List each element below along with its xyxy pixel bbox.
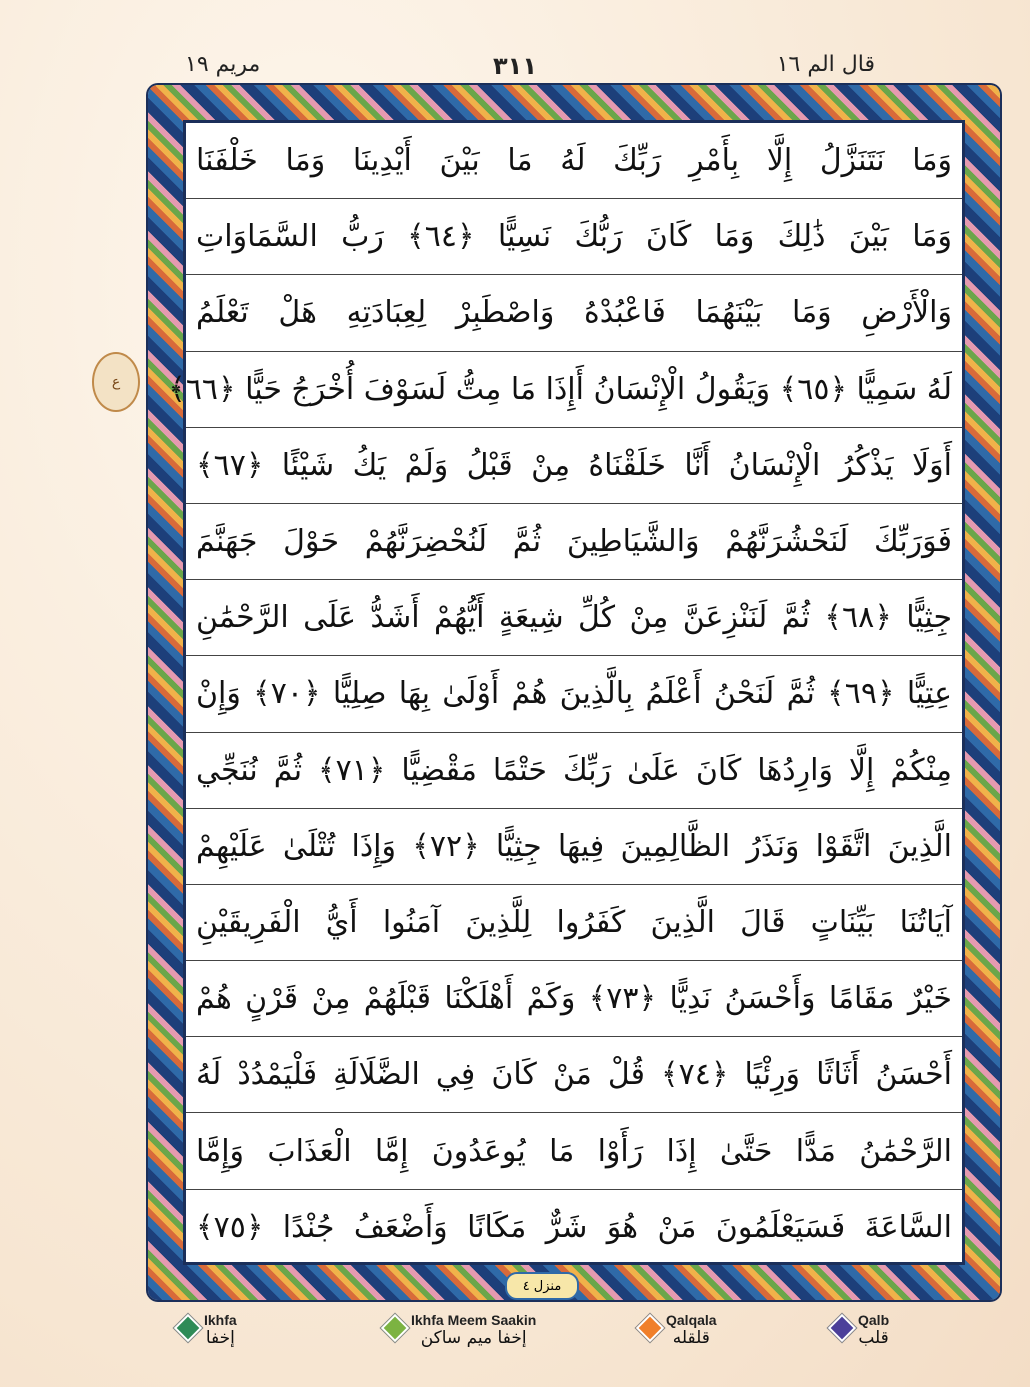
verse-line bbox=[186, 809, 962, 885]
verse-text: السَّاعَةَ فَسَيَعْلَمُونَ مَنْ هُوَ شَرٌّ مَكَانًا وَأَضْعَفُ جُنْدًا ﴿٧٥﴾ bbox=[196, 1210, 952, 1246]
verse-line bbox=[168, 352, 962, 428]
verse-text: خَيْرٌ مَقَامًا وَأَحْسَنُ نَدِيًّا ﴿٧٣﴾ وَكَمْ أَهْلَكْنَا قَبْلَهُمْ مِنْ قَرْنٍ هُمْ bbox=[196, 981, 952, 1017]
verse-line bbox=[186, 123, 962, 199]
verse-line bbox=[186, 656, 962, 732]
manzil-marker: منزل ٤ bbox=[505, 1272, 579, 1300]
juz-name: قال الم ١٦ bbox=[776, 52, 875, 77]
verse-line bbox=[186, 428, 962, 504]
legend-arabic: إخفا ميم ساكن bbox=[420, 1328, 527, 1348]
verse-line bbox=[186, 733, 962, 809]
verse-text: عِتِيًّا ﴿٦٩﴾ ثُمَّ لَنَحْنُ أَعْلَمُ بِالَّذِينَ هُمْ أَوْلَىٰ بِهَا صِلِيًّا ﴿٧٠﴾ وَإِنْ bbox=[196, 676, 953, 712]
verse-text: وَمَا بَيْنَ ذَٰلِكَ وَمَا كَانَ رَبُّكَ نَسِيًّا ﴿٦٤﴾ رَبُّ السَّمَاوَاتِ bbox=[196, 219, 952, 255]
verse-line bbox=[186, 885, 962, 961]
legend-ikhfa bbox=[178, 1312, 237, 1348]
legend-arabic: إخفا bbox=[205, 1328, 235, 1348]
legend-arabic: قلقله bbox=[672, 1328, 710, 1348]
legend-label: Ikhfa bbox=[204, 1312, 237, 1328]
legend-qalb bbox=[832, 1312, 889, 1348]
legend-label: Ikhfa Meem Saakin bbox=[411, 1312, 537, 1328]
ruku-marker: ع bbox=[92, 352, 140, 412]
diamond-icon bbox=[174, 1314, 202, 1342]
diamond-icon bbox=[828, 1314, 856, 1342]
legend-label: Qalb bbox=[858, 1312, 890, 1328]
verse-text: جِثِيًّا ﴿٦٨﴾ ثُمَّ لَنَنْزِعَنَّ مِنْ كُلِّ شِيعَةٍ أَيُّهُمْ أَشَدُّ عَلَى الرَّحْمَٰنِ bbox=[196, 600, 953, 636]
verse-line bbox=[186, 580, 962, 656]
verse-line bbox=[186, 504, 962, 580]
verse-line bbox=[186, 1037, 962, 1113]
verse-line bbox=[186, 275, 962, 351]
surah-name: مريم ١٩ bbox=[185, 52, 261, 77]
verse-line bbox=[186, 961, 962, 1037]
legend-label: Qalqala bbox=[666, 1312, 717, 1328]
diamond-icon bbox=[636, 1314, 664, 1342]
legend-qalqala bbox=[640, 1312, 717, 1348]
verse-line bbox=[186, 1190, 962, 1266]
verse-text: آيَاتُنَا بَيِّنَاتٍ قَالَ الَّذِينَ كَفَرُوا لِلَّذِينَ آمَنُوا أَيُّ الْفَرِيقَيْنِ bbox=[196, 904, 952, 940]
legend-arabic: قلب bbox=[858, 1328, 889, 1348]
verse-line bbox=[186, 199, 962, 275]
verse-text: وَالْأَرْضِ وَمَا بَيْنَهُمَا فَاعْبُدْهُ وَاصْطَبِرْ لِعِبَادَتِهِ هَلْ تَعْلَمُ bbox=[196, 295, 952, 331]
legend-ikhfa-meem-saakin bbox=[385, 1312, 536, 1348]
verse-text: الرَّحْمَٰنُ مَدًّا حَتَّىٰ إِذَا رَأَوْا مَا يُوعَدُونَ إِمَّا الْعَذَابَ وَإِمَّا bbox=[196, 1133, 952, 1169]
verse-text: لَهُ سَمِيًّا ﴿٦٥﴾ وَيَقُولُ الْإِنْسَانُ أَإِذَا مَا مِتُّ لَسَوْفَ أُخْرَجُ حَيًّا ﴿٦٦﴾ bbox=[168, 371, 952, 407]
verse-text: أَحْسَنُ أَثَاثًا وَرِئْيًا ﴿٧٤﴾ قُلْ مَنْ كَانَ فِي الضَّلَالَةِ فَلْيَمْدُدْ لَهُ bbox=[196, 1057, 953, 1093]
page-number: ٣١١ bbox=[493, 52, 537, 80]
verse-text: فَوَرَبِّكَ لَنَحْشُرَنَّهُمْ وَالشَّيَاطِينَ ثُمَّ لَنُحْضِرَنَّهُمْ حَوْلَ جَهَنَّمَ bbox=[196, 524, 952, 560]
verse-line bbox=[186, 1113, 962, 1189]
text-block bbox=[168, 120, 965, 1265]
verse-text: وَمَا نَتَنَزَّلُ إِلَّا بِأَمْرِ رَبِّكَ لَهُ مَا بَيْنَ أَيْدِينَا وَمَا خَلْفَنَا bbox=[196, 143, 952, 179]
verse-text: أَوَلَا يَذْكُرُ الْإِنْسَانُ أَنَّا خَلَقْنَاهُ مِنْ قَبْلُ وَلَمْ يَكُ شَيْئًا ﴿٦٧﴾ bbox=[196, 447, 952, 483]
diamond-icon bbox=[381, 1314, 409, 1342]
verse-text: مِنْكُمْ إِلَّا وَارِدُهَا كَانَ عَلَىٰ رَبِّكَ حَتْمًا مَقْضِيًّا ﴿٧١﴾ ثُمَّ نُنَجِّي bbox=[196, 752, 952, 788]
verse-text: الَّذِينَ اتَّقَوْا وَنَذَرُ الظَّالِمِينَ فِيهَا جِثِيًّا ﴿٧٢﴾ وَإِذَا تُتْلَىٰ عَلَيْهِمْ bbox=[196, 828, 952, 864]
